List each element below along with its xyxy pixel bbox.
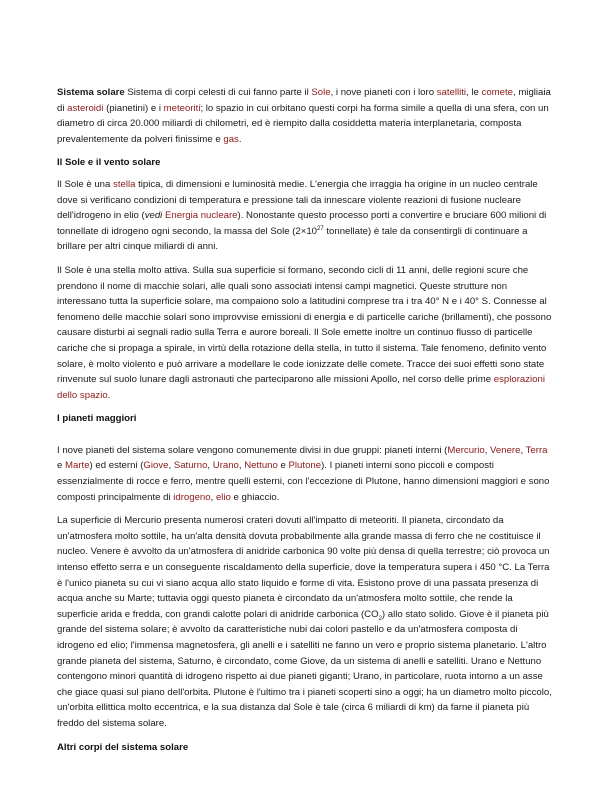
- heading-pianeti-maggiori: I pianeti maggiori: [57, 413, 137, 425]
- text: ). I pianeti interni sono piccoli e composti essenzialmente di rocce e ferro, mentre quelli esterni, con l'eccezione di Plutone, hanno dimensioni maggiori e sono composti principalmente di: [57, 460, 550, 503]
- text: tonnellate) è tale da consentirgli di continuare a brillare per altri cinque miliardi di anni.: [57, 225, 528, 253]
- text: Sistema di corpi celesti di cui fanno parte il: [124, 87, 312, 98]
- text: ,: [484, 444, 491, 456]
- text: Il Sole è una: [57, 178, 114, 190]
- text: , migliaia di: [57, 87, 551, 114]
- link-nettuno[interactable]: Nettuno: [244, 460, 278, 472]
- link-esplorazioni-spazio[interactable]: esplorazioni dello spazio: [57, 374, 545, 401]
- vedi-italic: vedi: [144, 210, 163, 222]
- text: ,: [207, 460, 213, 472]
- spacer: [57, 433, 555, 443]
- link-plutone[interactable]: Plutone: [288, 460, 322, 472]
- link-giove[interactable]: Giove: [143, 460, 169, 472]
- subscript: 2: [378, 615, 382, 622]
- text: ,: [168, 460, 174, 472]
- text: , i nove pianeti con i loro: [330, 87, 437, 98]
- link-saturno[interactable]: Saturno: [173, 460, 208, 472]
- text: .: [238, 133, 242, 145]
- link-stella[interactable]: stella: [113, 178, 136, 190]
- heading-altri-corpi: Altri corpi del sistema solare: [57, 741, 189, 753]
- link-elio[interactable]: elio: [215, 491, 231, 503]
- link-asteroidi[interactable]: asteroidi: [67, 102, 104, 114]
- text: tipica, di dimensioni e luminosità medie. L'energia che irraggia ha origine in un nucleo centrale dove si verificano condizioni di temperatura e pressione tali da innescare violente reazioni di fusione nucleare dell'idrogeno in elio (: [57, 178, 538, 222]
- link-idrogeno[interactable]: idrogeno: [173, 491, 211, 503]
- link-gas[interactable]: gas: [223, 133, 239, 145]
- link-venere[interactable]: Venere: [490, 444, 521, 456]
- paragraph-pianeti-descrizione: [57, 513, 555, 731]
- text: e ghiaccio.: [230, 491, 280, 503]
- text: ,: [238, 460, 245, 472]
- text: ) ed esterni (: [89, 460, 144, 472]
- link-comete[interactable]: comete: [481, 87, 513, 98]
- link-mercurio[interactable]: Mercurio: [447, 444, 485, 456]
- link-marte[interactable]: Marte: [65, 460, 90, 472]
- link-meteoriti[interactable]: meteoriti: [163, 102, 201, 114]
- exponent: 27: [317, 225, 324, 232]
- text: .: [107, 389, 111, 401]
- link-satelliti[interactable]: satelliti: [436, 87, 467, 98]
- link-urano[interactable]: Urano: [212, 460, 239, 472]
- heading-sole-vento-solare: Il Sole e il vento solare: [57, 157, 161, 169]
- text: ; lo spazio in cui orbitano questi corpi ha forma simile a quella di una sfera, con un diametro di circa 20.000 miliardi di chilometri, ed è riempito dalla cosiddetta materia interplanetaria, composta prevalentemente da polveri finissime e: [57, 102, 549, 145]
- text: I nove pianeti del sistema solare vengono comunemente divisi in due gruppi: pianeti interni (: [57, 444, 448, 456]
- paragraph-sole-stella: [57, 177, 555, 255]
- text: ,: [520, 444, 526, 456]
- intro-paragraph: [57, 85, 555, 147]
- text: (pianetini) e i: [103, 102, 164, 114]
- text: La superficie di Mercurio presenta numerosi crateri dovuti all'impatto di meteoriti. Il pianeta, circondato da un'atmosfera molto sottile, ha un'alta densità dovuta probabilmente alla grande massa di ferro che ne costituisce il nucleo. Venere è avvolto da un'atmosfera di anidride carbonica 90 volte più densa di quella terrestre; ciò provoca un intenso effetto serra e un conseguente riscaldamento della superficie, dove la temperatura supera i 450 °C. La Terra è l'unico pianeta su cui vi siano acqua allo stato liquido e forme di vita. Esistono prove di una passata presenza di acqua anche su Marte; tuttavia oggi questo pianeta è circondato da un'atmosfera molto sottile, che rende la superficie arida e fredda, con grandi calotte polari di anidride carbonica (CO: [57, 515, 550, 620]
- text: ). Nonostante questo processo porti a convertire e bruciare 600 milioni di tonnellate di idrogeno ogni secondo, la massa del Sole (2×10: [57, 210, 547, 237]
- text: , le: [466, 87, 482, 98]
- text: Il Sole è una stella molto attiva. Sulla sua superficie si formano, secondo cicli di 11 anni, delle regioni scure che prendono il nome di macchie solari, alle quali sono associati intensi campi magnetici. Queste strutture non interessano tutta la superficie solare, ma compaiono solo a latitudini comprese tra i tra 40° N e i 40° S. Connesse al fenomeno delle macchie solari sono improvvise emissioni di energia e di particelle cariche (brillamenti), che possono causare disturbi ai segnali radio sulla Terra e aurore boreali. Il Sole emette inoltre un continuo flusso di particelle cariche che si propaga a spirale, in virtù della rotazione della stella, in tutto il sistema. Tale fenomeno, definito vento solare, è molto violento e può arrivare a modellare le code ionizzate delle comete. Tracce dei suoi effetti sono state rinvenute sul suolo lunare dagli astronauti che parteciparono alle missioni Apollo, nel corso delle prime: [57, 264, 552, 386]
- link-energia-nucleare[interactable]: Energia nucleare: [164, 210, 238, 222]
- paragraph-pianeti-gruppi: [57, 443, 555, 505]
- link-terra[interactable]: Terra: [525, 444, 548, 456]
- term-sistema-solare: Sistema solare: [57, 87, 125, 98]
- text: e: [57, 460, 66, 472]
- text: ,: [210, 491, 216, 503]
- paragraph-sole-attivo: [57, 263, 555, 403]
- text: ) allo stato solido. Giove è il pianeta più grande del sistema solare; è avvolto da caratteristiche nubi dai colori pastello e da un'atmosfera composta di idrogeno ed elio; l'immensa magnetosfera, gli anelli e i satelliti ne fanno un vero e proprio sistema planetario. L'altro grande pianeta del sistema, Saturno, è circondato, come Giove, da un sistema di anelli e satelliti. Urano e Nettuno contengono minori quantità di idrogeno rispetto ai due pianeti giganti; Urano, in particolare, ruota intorno a un asse che giace quasi sul piano dell'orbita. Plutone è l'ultimo tra i pianeti scoperti sino a oggi; ha un diametro molto piccolo, un'orbita ellittica molto eccentrica, e la sua distanza dal Sole è tale (circa 6 miliardi di km) da farne il pianeta più freddo del sistema solare.: [57, 608, 552, 729]
- text: e: [277, 460, 289, 472]
- link-sole[interactable]: Sole: [311, 87, 331, 98]
